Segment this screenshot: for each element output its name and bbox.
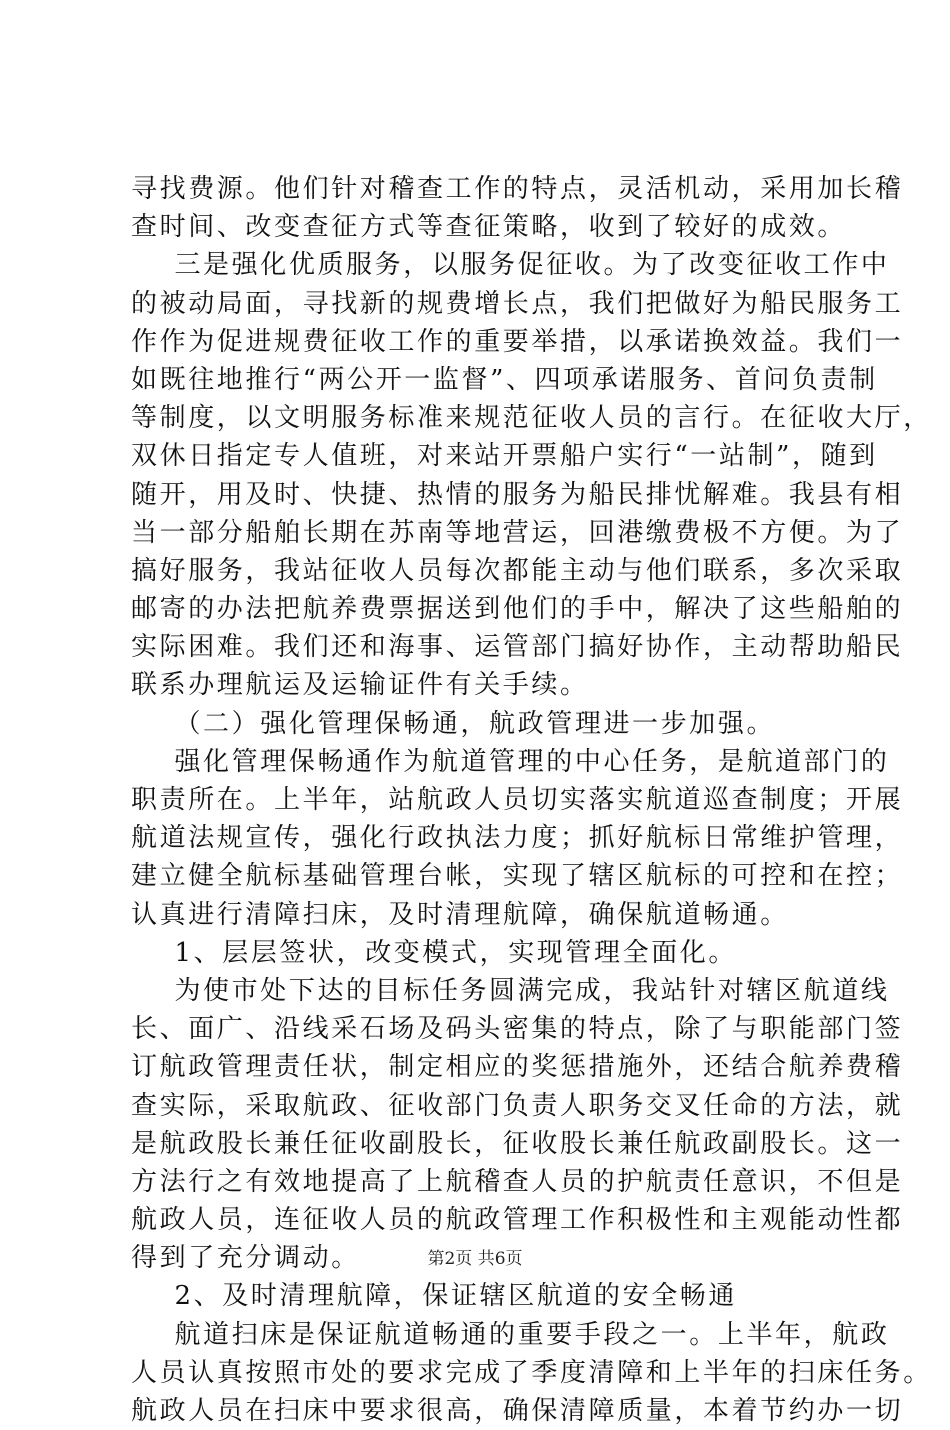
text-line: 认真进行清障扫床，及时清理航障，确保航道畅通。 — [131, 899, 789, 930]
text-line: 等制度，以文明服务标准来规范征收人员的言行。在征收大厅， — [131, 403, 932, 434]
text-line: 航政人员在扫床中要求很高，确保清障质量，本着节约办一切 — [131, 1396, 904, 1426]
text-line: 三是强化优质服务，以服务促征收。为了改变征收工作中 — [131, 250, 890, 281]
subsection-heading: 1、层层签状，改变模式，实现管理全面化。 — [131, 937, 738, 968]
text-line: 是航政股长兼任征收副股长，征收股长兼任航政副股长。这一 — [131, 1128, 904, 1159]
text-line: 航道扫床是保证航道畅通的重要手段之一。上半年，航政 — [131, 1319, 890, 1350]
text-line: 长、面广、沿线采石场及码头密集的特点，除了与职能部门签 — [131, 1014, 904, 1045]
text-line: 航政人员，连征收人员的航政管理工作积极性和主观能动性都 — [131, 1205, 904, 1236]
text-line: 寻找费源。他们针对稽查工作的特点，灵活机动，采用加长稽 — [131, 174, 904, 204]
text-line: 得到了充分调动。 — [131, 1243, 360, 1274]
text-line: 查实际，采取航政、征收部门负责人职务交叉任命的方法，就 — [131, 1090, 904, 1121]
text-line: 如既往地推行“两公开一监督”、四项承诺服务、首问负责制 — [131, 364, 878, 395]
text-line: 航道法规宣传，强化行政执法力度；抓好航标日常维护管理， — [131, 823, 904, 854]
text-line: 随开，用及时、快捷、热情的服务为船民排忧解难。我县有相 — [131, 479, 904, 510]
text-line: 的被动局面，寻找新的规费增长点，我们把做好为船民服务工 — [131, 288, 904, 319]
text-line: 订航政管理责任状，制定相应的奖惩措施外，还结合航养费稽 — [131, 1052, 904, 1083]
text-line: 查时间、改变查征方式等查征策略，收到了较好的成效。 — [131, 212, 847, 243]
text-line: 强化管理保畅通作为航道管理的中心任务，是航道部门的 — [131, 746, 890, 777]
text-line: 双休日指定专人值班，对来站开票船户实行“一站制”，随到 — [131, 441, 878, 472]
document-body — [131, 170, 932, 1430]
text-line: 职责所在。上半年，站航政人员切实落实航道巡查制度；开展 — [131, 785, 904, 815]
section-heading: （二）强化管理保畅通，航政管理进一步加强。 — [131, 708, 776, 739]
text-line: 作作为促进规费征收工作的重要举措，以承诺换效益。我们一 — [131, 326, 904, 357]
text-line: 方法行之有效地提高了上航稽查人员的护航责任意识，不但是 — [131, 1166, 904, 1197]
text-line: 实际困难。我们还和海事、运管部门搞好协作，主动帮助船民 — [131, 632, 904, 663]
text-line: 建立健全航标基础管理台帐，实现了辖区航标的可控和在控； — [131, 861, 904, 892]
text-line: 人员认真按照市处的要求完成了季度清障和上半年的扫床任务。 — [131, 1357, 932, 1388]
page-footer: 第2页 共6页 — [427, 1249, 523, 1269]
subsection-heading: 2、及时清理航障，保证辖区航道的安全畅通 — [131, 1281, 738, 1312]
text-line: 邮寄的办法把航养费票据送到他们的手中，解决了这些船舶的 — [131, 594, 904, 625]
text-line: 搞好服务，我站征收人员每次都能主动与他们联系，多次采取 — [131, 555, 904, 586]
text-line: 联系办理航运及运输证件有关手续。 — [131, 670, 589, 701]
text-line: 当一部分船舶长期在苏南等地营运，回港缴费极不方便。为了 — [131, 517, 904, 548]
text-line: 为使市处下达的目标任务圆满完成，我站针对辖区航道线 — [131, 975, 890, 1006]
